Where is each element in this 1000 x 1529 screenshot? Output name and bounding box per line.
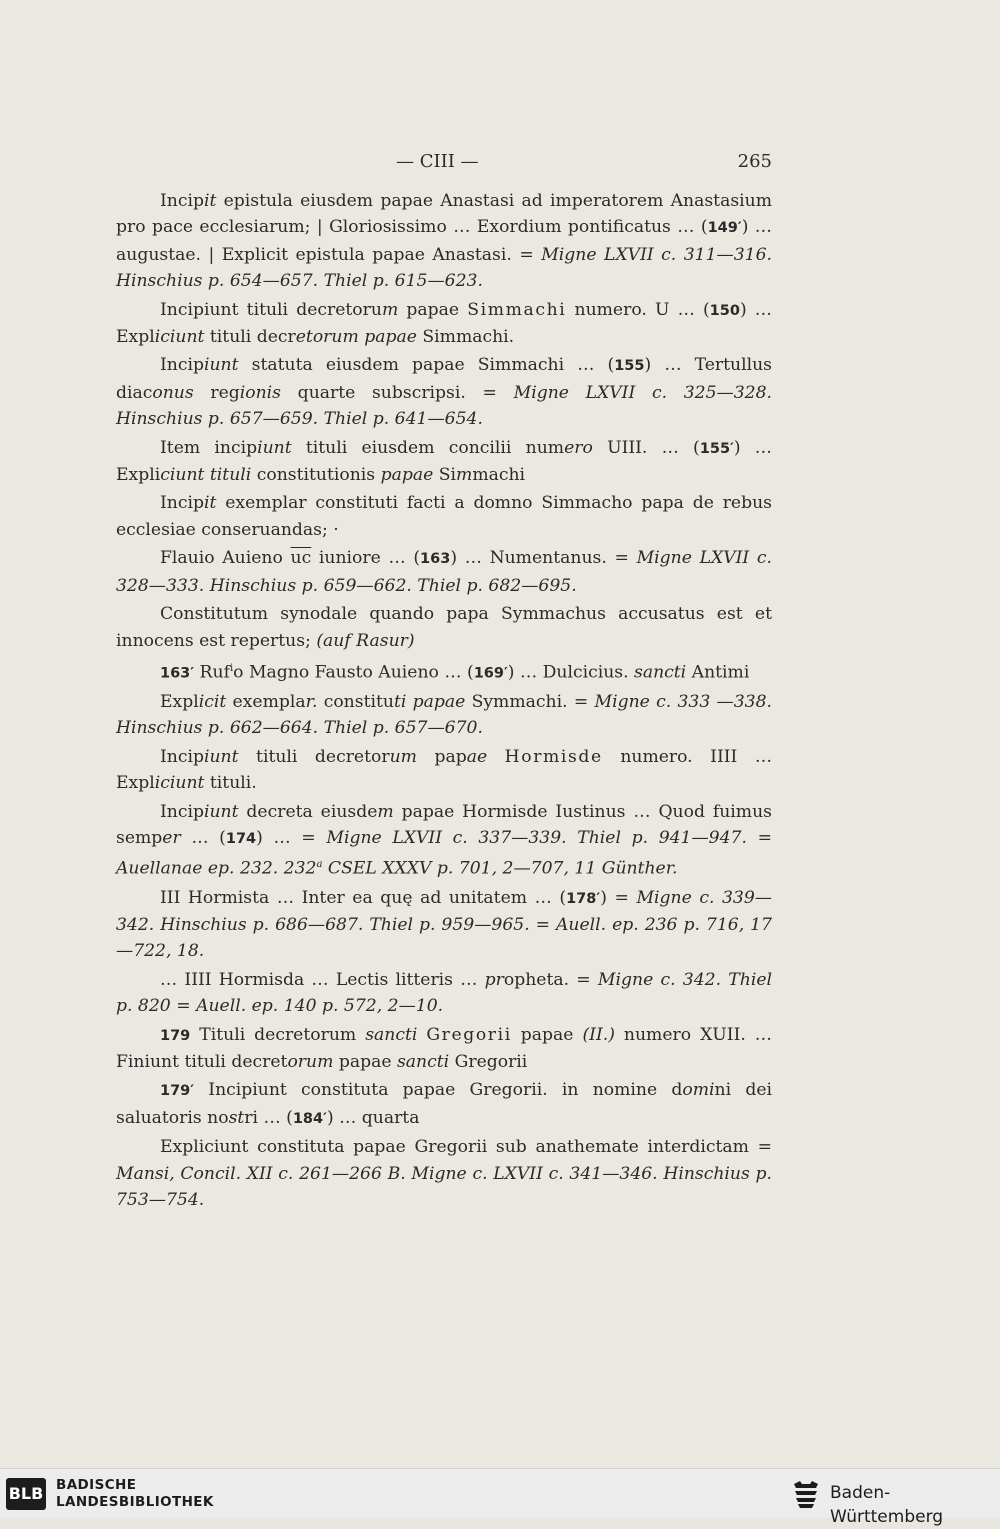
entry-8: 163′ Ruf$^i$o Magno Fausto Auieno … (169′) … Dulcicius. sancti Antimi — [160, 662, 750, 683]
stag-lion-crest-icon — [790, 1478, 822, 1510]
entry-6: Flauio Auieno $\overline{uc}$ iuniore … (163) … Numentanus. = Migne LXVII c. 328—333. Hinschius p. 659—662. Thiel p. 682—695. — [116, 548, 772, 596]
entry-2: Incipiunt tituli decretorum papae Simmachi numero. U … (150) … Expliciunt tituli decretorum papae Simmachi. — [116, 299, 772, 348]
footer-bar — [0, 1468, 1000, 1527]
entry-4: Item incipiunt tituli eiusdem concilii numero UIII. … (155′) … Expliciunt tituli constitutionis papae Simmachi — [116, 437, 772, 486]
entry-16: Expliciunt constituta papae Gregorii sub anathemate interdictam = Mansi, Concil. XII c. 261—266 B. Migne c. LXVII c. 341—346. Hinschius p. 753—754. — [116, 1137, 772, 1211]
entry-9: Explicit exemplar. constituti papae Symmachi. = Migne c. 333 —338. Hinschius p. 662—664. Thiel p. 657—670. — [116, 692, 772, 739]
entry-15: 179′ Incipiunt constituta papae Gregorii. in nomine domini dei saluatoris nostri … (184′) … quarta — [116, 1080, 772, 1128]
page-text — [116, 188, 772, 1216]
entry-11: Incipiunt decreta eiusdem papae Hormisde Iustinus … Quod fuimus semper … (174) … = Migne LXVII c. 337—339. Thiel p. 941—947. = Auellanae ep. 232. 232$^a$ CSEL XXXV p. 701, 2—707, 11 Günther. — [116, 801, 772, 880]
entry-14: 179 Tituli decretorum sancti Gregorii papae (II.) numero XUII. … Finiunt tituli decretorum papae sancti Gregorii — [116, 1024, 772, 1073]
blb-name-line2: LANDESBIBLIOTHEK — [56, 1494, 214, 1510]
entry-5: Incipit exemplar constituti facti a domno Simmacho papa de rebus ecclesiae conseruandas; · — [116, 493, 772, 540]
entry-10: Incipiunt tituli decretorum papae Hormisde numero. IIII … Expliciunt tituli. — [116, 746, 773, 794]
entry-3: Incipiunt statuta eiusdem papae Simmachi … (155) … Tertullus diaconus regionis quarte subscripsi. = Migne LXVII c. 325—328. Hinschius p. 657—659. Thiel p. 641—654. — [116, 355, 772, 430]
entry-12: III Hormista … Inter ea quę ad unitatem … (178′) = Migne c. 339—342. Hinschius p. 686—687. Thiel p. 959—965. = Auell. ep. 236 p. 716, 17—722, 18. — [116, 887, 772, 962]
bw-name[interactable]: Baden-Württemberg — [830, 1483, 944, 1527]
blb-logo[interactable]: BLB — [6, 1478, 46, 1510]
blb-name[interactable] — [56, 1477, 214, 1511]
entry-1: Incipit epistula eiusdem papae Anastasi ad imperatorem Anastasium pro pace ecclesiarum; | Gloriosissimo … Exordium pontificatus … (149′) … augustae. | Explicit epistula papae Anastasi. = Migne LXVII c. 311—316. Hinschius p. 654—657. Thiel p. 615—623. — [116, 191, 772, 292]
blb-name-line1: BADISCHE — [56, 1477, 137, 1493]
entry-7: Constitutum synodale quando papa Symmachus accusatus est et innocens est repertus; (auf Rasur) — [116, 604, 772, 651]
entry-13: … IIII Hormisda … Lectis litteris … propheta. = Migne c. 342. Thiel p. 820 = Auell. ep. 140 p. 572, 2—10. — [116, 969, 772, 1017]
page-header — [116, 148, 772, 176]
page-number: 265 — [737, 151, 772, 172]
section-marker: — CIII — — [396, 151, 479, 172]
